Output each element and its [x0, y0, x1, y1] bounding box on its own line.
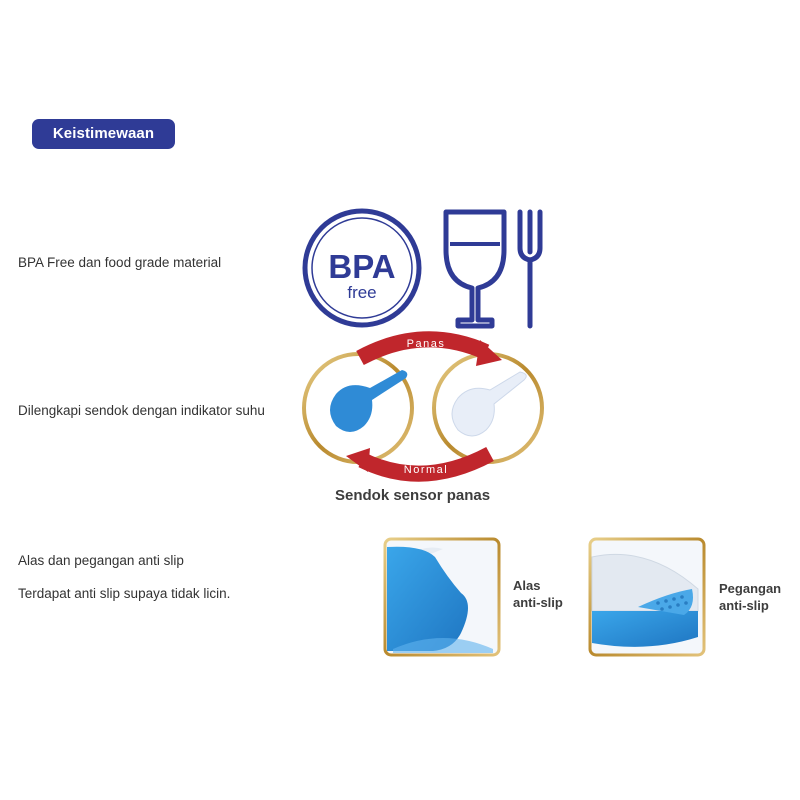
handle-label-line1: Pegangan	[719, 581, 782, 596]
base-label-line2: anti-slip	[513, 595, 563, 610]
feature-anti-slip: Alas dan pegangan anti slip	[18, 553, 184, 568]
base-label-line1: Alas	[513, 578, 541, 593]
handle-label-line2: anti-slip	[719, 598, 769, 613]
feature-badge: Keistimewaan	[32, 119, 175, 149]
glass-fork-icon	[442, 208, 547, 330]
bpa-text: BPA	[328, 248, 396, 285]
spoon-sensor-diagram	[298, 330, 548, 482]
bpa-free-icon	[300, 206, 424, 330]
anti-slip-handle-image	[588, 537, 706, 657]
feature-bpa-free: BPA Free dan food grade material	[18, 255, 222, 270]
feature-temperature-spoon: Dilengkapi sendok dengan indikator suhu	[18, 403, 265, 418]
free-text: free	[347, 283, 377, 302]
spoon-caption: Sendok sensor panas	[335, 487, 491, 504]
base-anti-slip-label	[513, 577, 563, 611]
cold-spoon-circle	[304, 354, 412, 462]
normal-label: Normal	[403, 464, 449, 476]
handle-anti-slip-label	[719, 580, 781, 614]
feature-not-slippery: Terdapat anti slip supaya tidak licin.	[18, 586, 231, 601]
hot-spoon-circle	[434, 354, 542, 462]
panas-label: Panas	[406, 338, 446, 350]
anti-slip-base-image	[383, 537, 501, 657]
